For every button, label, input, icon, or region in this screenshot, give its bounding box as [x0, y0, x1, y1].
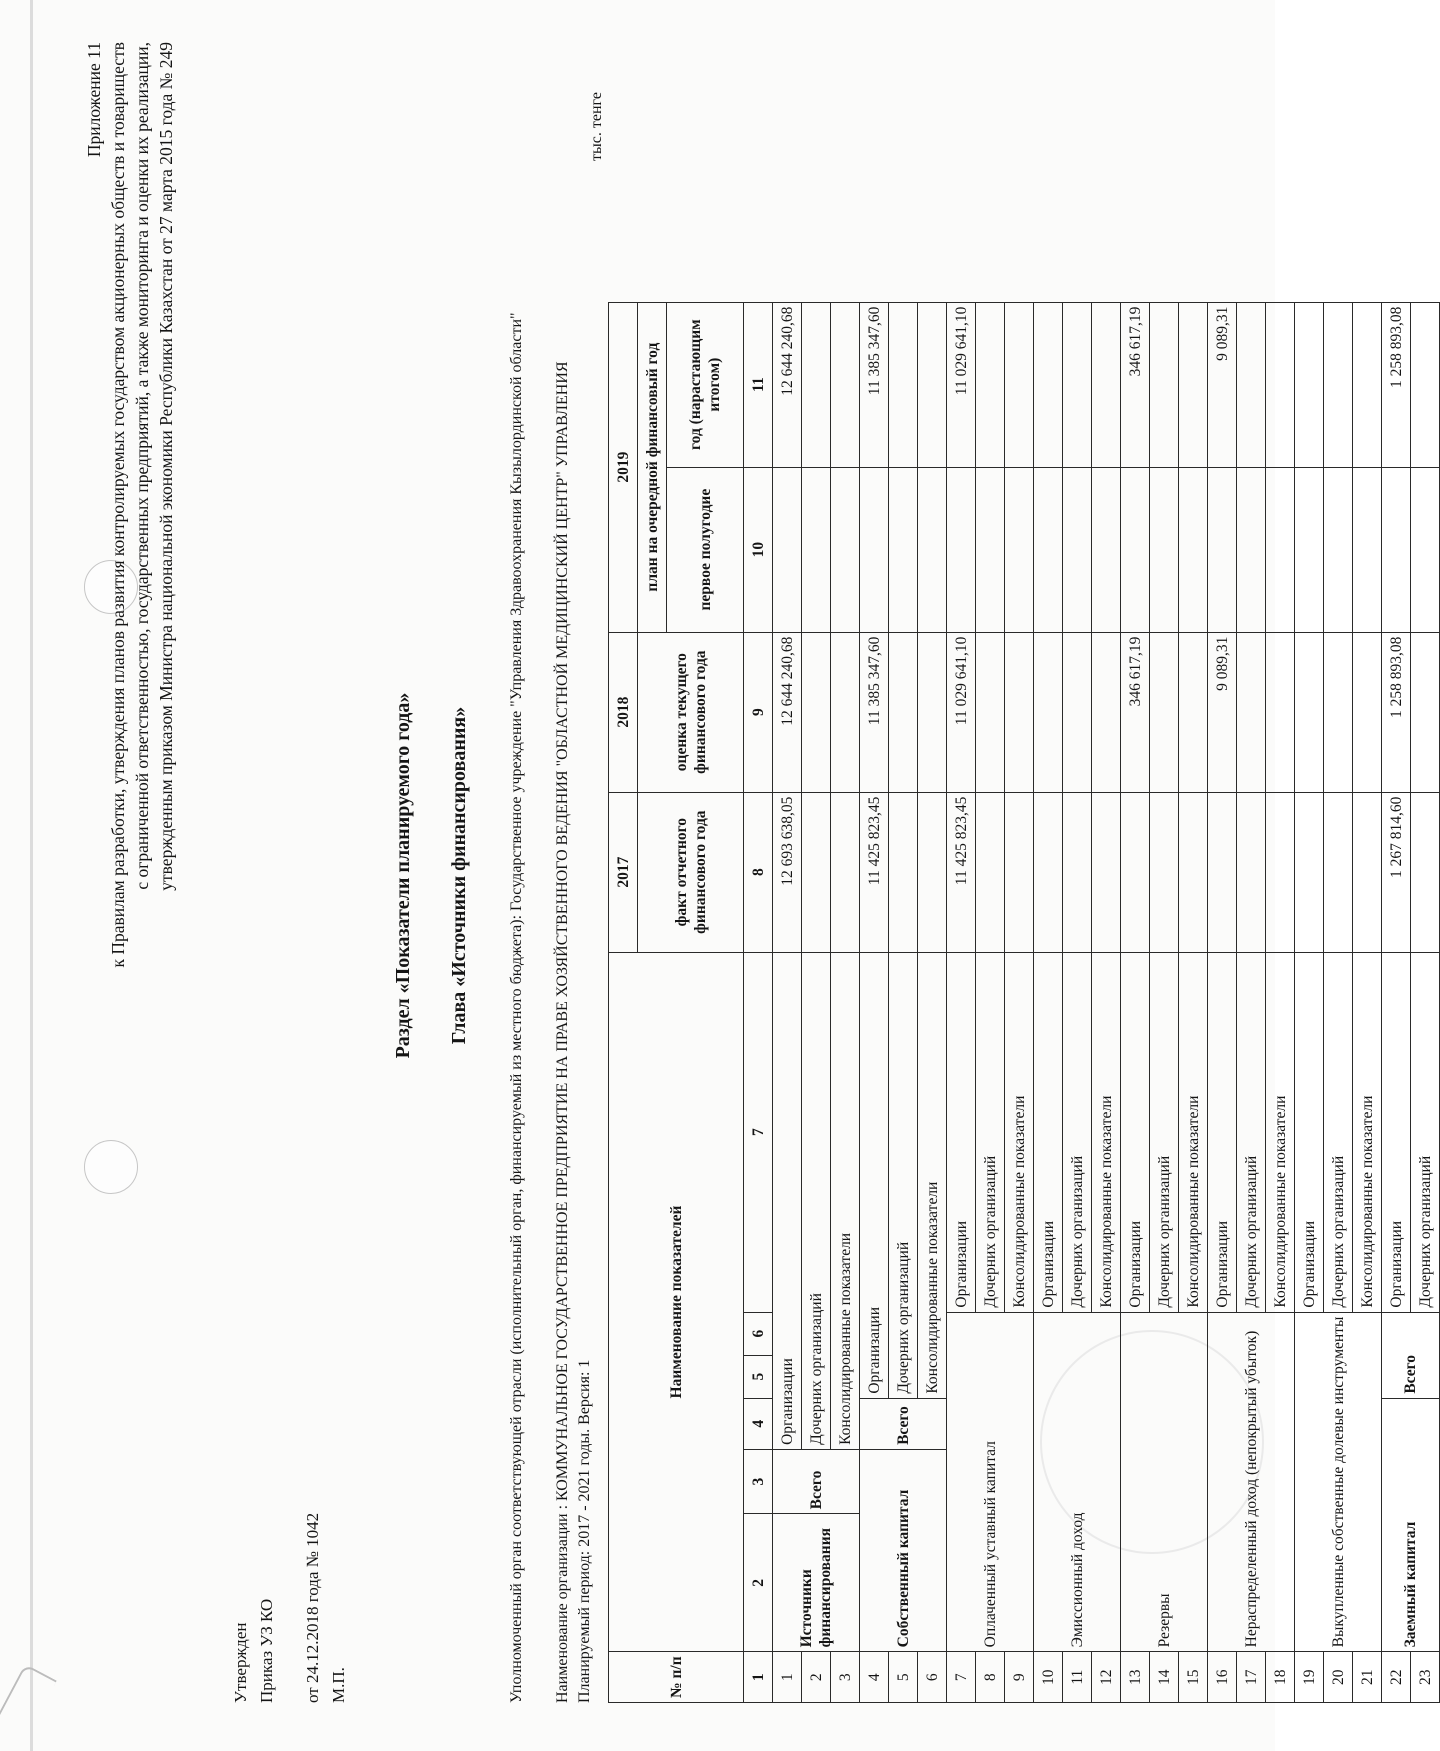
value-year	[1034, 302, 1063, 467]
approved-label: Утвержден	[231, 1622, 250, 1703]
row-no: 11	[1063, 1652, 1092, 1703]
row-group: Заемный капитал	[1382, 1398, 1440, 1652]
value-half	[1324, 467, 1353, 632]
row-sub: Организации	[947, 952, 976, 1312]
col-num-6: 6	[744, 1312, 773, 1355]
row-no: 18	[1266, 1652, 1295, 1703]
value-fact	[1266, 792, 1295, 952]
col-num-1: 1	[744, 1652, 773, 1703]
row-total: Всего	[860, 1398, 947, 1449]
value-estimate	[1063, 632, 1092, 792]
header-years-row	[609, 302, 638, 1702]
value-half	[1266, 467, 1295, 632]
value-fact	[831, 792, 860, 952]
year-2019: 2019	[609, 302, 638, 632]
value-half	[1121, 467, 1150, 632]
row-no: 16	[1208, 1652, 1237, 1703]
value-estimate: 11 385 347,60	[860, 632, 889, 792]
col-num-10: 10	[744, 467, 773, 632]
col-num-9: 9	[744, 632, 773, 792]
value-estimate	[976, 632, 1005, 792]
row-group: Эмиссионный доход	[1034, 1312, 1121, 1652]
value-estimate: 346 617,19	[1121, 632, 1150, 792]
value-half	[1063, 467, 1092, 632]
row-sub: Организации	[1034, 952, 1063, 1312]
row-no: 14	[1150, 1652, 1179, 1703]
value-year	[889, 302, 918, 467]
value-year: 11 029 641,10	[947, 302, 976, 467]
row-group: Собственный капитал	[860, 1449, 947, 1651]
value-half	[1237, 467, 1266, 632]
estimate-header: оценка текущего финансового года	[638, 632, 744, 792]
organization-line: Наименование организации : КОММУНАЛЬНОЕ ГОСУДАРСТВЕННОЕ ПРЕДПРИЯТИЕ НА ПРАВЕ ХОЗЯЙСТВЕННОГО ВЕДЕНИЯ "ОБЛАСТНОЙ МЕДИЦИНСКИЙ ЦЕНТР" УПРАВЛЕНИЯ	[554, 361, 571, 1703]
value-estimate	[802, 632, 831, 792]
row-no: 22	[1382, 1652, 1411, 1703]
column-numbers-row	[744, 302, 773, 1702]
value-estimate	[1237, 632, 1266, 792]
table-row	[860, 302, 889, 1702]
row-no: 13	[1121, 1652, 1150, 1703]
value-estimate	[1005, 632, 1034, 792]
value-estimate	[1034, 632, 1063, 792]
table-row	[1034, 302, 1063, 1702]
value-year	[976, 302, 1005, 467]
table-row	[773, 302, 802, 1702]
row-no: 2	[802, 1652, 831, 1703]
value-year	[1063, 302, 1092, 467]
row-sub: Организации	[860, 952, 889, 1398]
value-year	[802, 302, 831, 467]
value-estimate	[1353, 632, 1382, 792]
col-name-header: Наименование показателей	[609, 952, 744, 1652]
value-fact	[1208, 792, 1237, 952]
chapter-title: Глава «Источники финансирования»	[448, 706, 470, 1045]
value-fact	[1237, 792, 1266, 952]
value-fact	[802, 792, 831, 952]
value-year	[1324, 302, 1353, 467]
value-estimate	[1266, 632, 1295, 792]
row-sub: Дочерних организаций	[889, 952, 918, 1398]
fact-header: факт отчетного финансового года	[638, 792, 744, 952]
value-fact	[1121, 792, 1150, 952]
row-sub: Дочерних организаций	[1063, 952, 1092, 1312]
value-half	[802, 467, 831, 632]
value-half	[1005, 467, 1034, 632]
value-estimate	[889, 632, 918, 792]
row-sub: Консолидированные показатели	[1179, 952, 1208, 1312]
row-no: 8	[976, 1652, 1005, 1703]
plan-header: план на очередной финансовый год	[638, 302, 667, 632]
value-half	[1295, 467, 1324, 632]
col-no-header: № п/п	[609, 1652, 744, 1703]
value-half	[1034, 467, 1063, 632]
value-year	[1092, 302, 1121, 467]
col-num-11: 11	[744, 302, 773, 467]
value-half	[976, 467, 1005, 632]
value-half	[860, 467, 889, 632]
value-year	[918, 302, 947, 467]
value-year	[1237, 302, 1266, 467]
appendix-header	[82, 42, 178, 1162]
row-sub: Консолидированные показатели	[1353, 952, 1382, 1312]
row-group: Нераспределенный доход (непокрытый убыток)	[1208, 1312, 1295, 1652]
row-no: 12	[1092, 1652, 1121, 1703]
row-no: 9	[1005, 1652, 1034, 1703]
approval-date: от 24.12.2018 года № 1042	[303, 1512, 322, 1703]
value-fact	[1179, 792, 1208, 952]
row-no: 19	[1295, 1652, 1324, 1703]
value-fact	[1295, 792, 1324, 952]
value-estimate	[1179, 632, 1208, 792]
row-sub: Консолидированные показатели	[918, 952, 947, 1398]
units-label: тыс. тенге	[588, 92, 605, 161]
value-half	[1150, 467, 1179, 632]
value-half	[1092, 467, 1121, 632]
value-fact	[1353, 792, 1382, 952]
col-num-4: 4	[744, 1398, 773, 1449]
row-sub: Консолидированные показатели	[1266, 952, 1295, 1312]
value-year	[1150, 302, 1179, 467]
col-num-5: 5	[744, 1355, 773, 1398]
value-year: 1 258 893,08	[1382, 302, 1411, 467]
value-estimate	[1324, 632, 1353, 792]
row-sub: Дочерних организаций	[1237, 952, 1266, 1312]
row-no: 6	[918, 1652, 947, 1703]
year-2018: 2018	[609, 632, 638, 792]
value-year: 12 644 240,68	[773, 302, 802, 467]
seal-place: М.П.	[329, 1667, 348, 1703]
row-sub: Консолидированные показатели	[1092, 952, 1121, 1312]
row-sub: Организации	[1382, 952, 1411, 1312]
row-group: Выкупленные собственные долевые инструменты	[1295, 1312, 1382, 1652]
value-fact	[889, 792, 918, 952]
row-no: 7	[947, 1652, 976, 1703]
value-year: 346 617,19	[1121, 302, 1150, 467]
value-fact	[1411, 792, 1440, 952]
value-half	[1411, 467, 1440, 632]
value-half	[947, 467, 976, 632]
value-year	[1179, 302, 1208, 467]
row-sub: Организации	[1208, 952, 1237, 1312]
row-sub: Консолидированные показатели	[831, 952, 860, 1449]
row-no: 15	[1179, 1652, 1208, 1703]
row-sub: Организации	[1121, 952, 1150, 1312]
row-no: 17	[1237, 1652, 1266, 1703]
value-estimate	[918, 632, 947, 792]
row-no: 10	[1034, 1652, 1063, 1703]
appendix-line-3: утвержденным приказом Министра национальной экономики Республики Казахстан от 27 марта 2015 года № 249	[156, 42, 176, 891]
row-sub: Дочерних организаций	[1411, 952, 1440, 1312]
value-estimate	[831, 632, 860, 792]
value-fact	[976, 792, 1005, 952]
row-sub: Дочерних организаций	[1324, 952, 1353, 1312]
value-fact	[1092, 792, 1121, 952]
appendix-line-1: к Правилам разработки, утверждения планов развития контролируемых государством акционерных обществ и товариществ	[108, 42, 128, 968]
row-group: Резервы	[1121, 1312, 1208, 1652]
table-row	[1208, 302, 1237, 1702]
half-year-header: первое полугодие	[667, 467, 744, 632]
value-year	[1295, 302, 1324, 467]
value-fact	[918, 792, 947, 952]
row-no: 5	[889, 1652, 918, 1703]
row-no: 1	[773, 1652, 802, 1703]
value-estimate	[1411, 632, 1440, 792]
table-row	[1121, 302, 1150, 1702]
appendix-line-2: с ограниченной ответственностью, государственных предприятий, а также мониторинга и оценки их реализации,	[132, 42, 152, 890]
table-row	[947, 302, 976, 1702]
value-year	[1005, 302, 1034, 467]
value-fact: 1 267 814,60	[1382, 792, 1411, 952]
row-group: Источники финансирования	[773, 1514, 860, 1652]
row-no: 21	[1353, 1652, 1382, 1703]
row-sub: Организации	[773, 952, 802, 1449]
approval-block	[228, 1513, 352, 1703]
table-row	[1295, 302, 1324, 1702]
row-total: Всего	[773, 1449, 860, 1513]
col-num-3: 3	[744, 1449, 773, 1513]
row-no: 3	[831, 1652, 860, 1703]
col-num-7: 7	[744, 952, 773, 1312]
value-year: 11 385 347,60	[860, 302, 889, 467]
row-no: 23	[1411, 1652, 1440, 1703]
value-year	[831, 302, 860, 467]
value-year	[1353, 302, 1382, 467]
row-no: 4	[860, 1652, 889, 1703]
table-row	[1382, 302, 1411, 1702]
value-fact	[1034, 792, 1063, 952]
value-year	[1266, 302, 1295, 467]
value-half	[1353, 467, 1382, 632]
value-estimate	[1150, 632, 1179, 792]
col-num-2: 2	[744, 1514, 773, 1652]
value-fact: 11 425 823,45	[860, 792, 889, 952]
value-year: 9 089,31	[1208, 302, 1237, 467]
value-half	[1208, 467, 1237, 632]
row-sub: Организации	[1295, 952, 1324, 1312]
row-no: 20	[1324, 1652, 1353, 1703]
value-estimate: 1 258 893,08	[1382, 632, 1411, 792]
value-estimate	[1092, 632, 1121, 792]
value-fact	[1005, 792, 1034, 952]
value-half	[831, 467, 860, 632]
value-estimate	[1295, 632, 1324, 792]
full-year-header: год (нарастающим итогом)	[667, 302, 744, 467]
year-2017: 2017	[609, 792, 638, 952]
value-fact	[1150, 792, 1179, 952]
value-fact: 12 693 638,05	[773, 792, 802, 952]
value-year	[1411, 302, 1440, 467]
section-title: Раздел «Показатели планируемого года»	[392, 692, 414, 1059]
period-line: Планируемый период: 2017 - 2021 годы. Версия: 1	[576, 1359, 593, 1703]
value-estimate: 9 089,31	[1208, 632, 1237, 792]
row-total: Всего	[1382, 1312, 1440, 1398]
value-fact: 11 425 823,45	[947, 792, 976, 952]
row-sub: Дочерних организаций	[976, 952, 1005, 1312]
row-group: Оплаченный уставный капитал	[947, 1312, 1034, 1652]
value-half	[773, 467, 802, 632]
value-fact	[1324, 792, 1353, 952]
value-half	[1382, 467, 1411, 632]
value-fact	[1063, 792, 1092, 952]
value-half	[889, 467, 918, 632]
row-sub: Дочерних организаций	[1150, 952, 1179, 1312]
value-half	[1179, 467, 1208, 632]
value-estimate: 12 644 240,68	[773, 632, 802, 792]
authority-line: Уполномоченный орган соответствующей отрасли (исполнительный орган, финансируемый из местного бюджета): Государственное учреждение "Управления Здравоохранения Кызылординской области"	[508, 312, 525, 1703]
value-estimate: 11 029 641,10	[947, 632, 976, 792]
financing-sources-table	[608, 302, 1440, 1703]
col-num-8: 8	[744, 792, 773, 952]
row-sub: Консолидированные показатели	[1005, 952, 1034, 1312]
appendix-number: Приложение 11	[84, 42, 104, 158]
value-half	[918, 467, 947, 632]
row-sub: Дочерних организаций	[802, 952, 831, 1449]
approval-order: Приказ УЗ КО	[257, 1598, 276, 1703]
